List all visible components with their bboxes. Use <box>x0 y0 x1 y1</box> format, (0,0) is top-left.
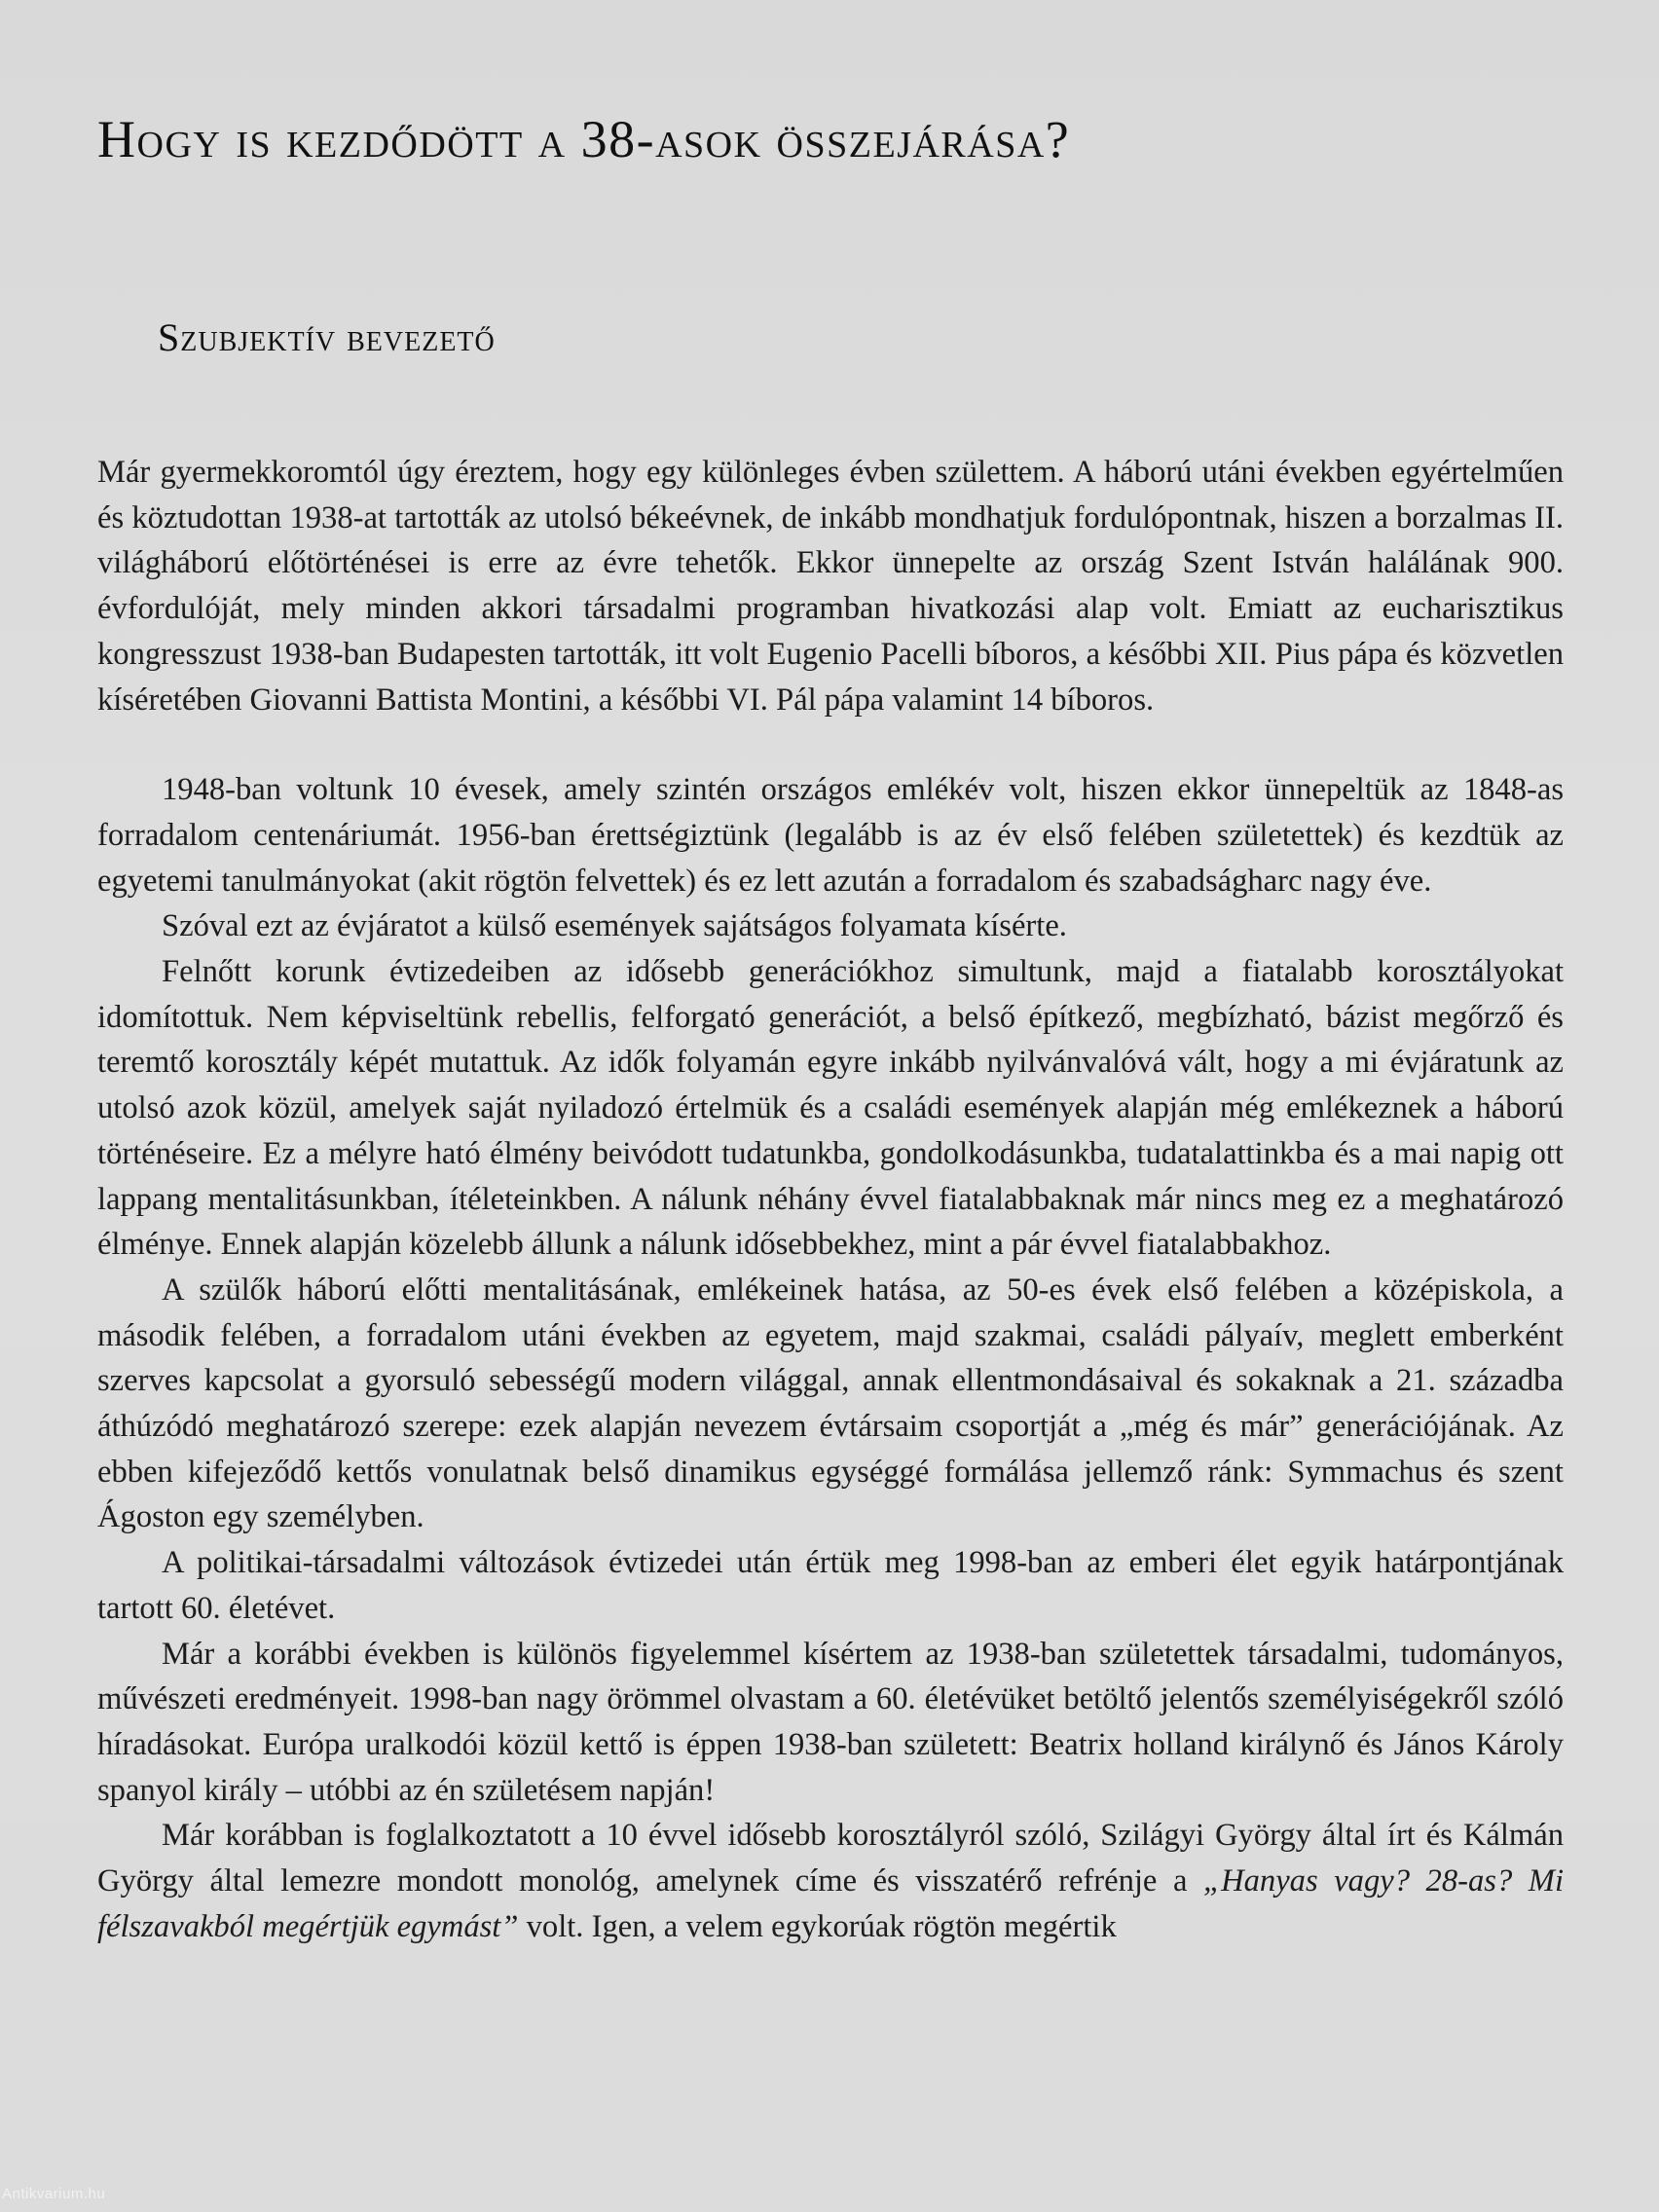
paragraph: A szülők háború előtti mentalitásának, emlékeinek hatása, az 50-es évek első felében a középiskola, a második felében, a forradalom utáni években az egyetem, majd szakmai, családi pályaív, meglett emberként szerves kapcsolat a gyorsuló sebességű modern világgal, annak ellentmondásaival és sokaknak a 21. századba áthúzódó meghatározó szerepe: ezek alapján nevezem évtársaim csoportját a „még és már” generációjának. Az ebben kifejeződő kettős vonulatnak belső dinamikus egységgé formálása jellemző ránk: Symmachus és szent Ágoston egy személyben. <box>97 1272 1564 1535</box>
body-text <box>97 450 1564 1950</box>
paragraph: Már gyermekkoromtól úgy éreztem, hogy egy különleges évben születtem. A háború utáni években egyértelműen és köztudottan 1938-at tartották az utolsó békeévnek, de inkább mondhatjuk fordulópontnak, hiszen a borzalmas II. világháború előtörténései is erre az évre tehetők. Ekkor ünnepelte az ország Szent István halálának 900. évfordulóját, mely minden akkori társadalmi programban hivatkozási alap volt. Emiatt az eucharisztikus kongresszust 1938-ban Budapesten tartották, itt volt Eugenio Pacelli bíboros, a későbbi XII. Pius pápa és közvetlen kíséretében Giovanni Battista Montini, a későbbi VI. Pál pápa valamint 14 bíboros. <box>97 455 1564 718</box>
paragraph-text: Már korábban is foglalkoztatott a 10 évvel idősebb korosztályról szóló, Szilágyi György által írt és Kálmán György által lemezre mondott monológ, amelynek címe és visszatérő refrénje a <box>97 1818 1564 1899</box>
section-title: Szubjektív bevezető <box>158 315 496 359</box>
italic-quote: „Hanyas vagy? 28-as? Mi félszavakból megértjük egymást” <box>97 1863 1564 1944</box>
paragraph: Felnőtt korunk évtizedeiben az idősebb generációkhoz simultunk, majd a fiatalabb korosztályokat idomítottuk. Nem képviseltünk rebellis, felforgató generációt, a belső építkező, megbízható, bázist megőrző és teremtő korosztály képét mutattuk. Az idők folyamán egyre inkább nyilvánvalóvá vált, hogy a mi évjáratunk az utolsó azok közül, amelyek saját nyiladozó értelmük és a családi események alapján még emlékeznek a háború történéseire. Ez a mélyre ható élmény beivódott tudatunkba, gondolkodásunkba, tudatalattinkba és a mai napig ott lappang mentalitásunkban, ítéleteinkben. A nálunk néhány évvel fiatalabbaknak már nincs meg ez a meghatározó élménye. Ennek alapján közelebb állunk a nálunk idősebbekhez, mint a pár évvel fiatalabbakhoz. <box>97 954 1564 1263</box>
watermark: Antikvarium.hu <box>2 2186 106 2202</box>
paragraph: Már a korábbi években is különös figyelemmel kísértem az 1938-ban születettek társadalmi, tudományos, művészeti eredményeit. 1998-ban nagy örömmel olvastam a 60. életévüket betöltő jelentős személyiségekről szóló híradásokat. Európa uralkodói közül kettő is éppen 1938-ban született: Beatrix holland királynő és János Károly spanyol király – utóbbi az én születésem napján! <box>97 1636 1564 1808</box>
paragraph-text: volt. Igen, a velem egykorúak rögtön megértik <box>518 1908 1117 1944</box>
chapter-title: Hogy is kezdődött a 38-asok összejárása? <box>97 110 1071 168</box>
paragraph: 1948-ban voltunk 10 évesek, amely szintén országos emlékév volt, hiszen ekkor ünnepeltük az 1848-as forradalom centenáriumát. 1956-ban érettségiztünk (legalább is az év első felében születettek) és kezdtük az egyetemi tanulmányokat (akit rögtön felvettek) és ez lett azután a forradalom és szabadságharc nagy éve. <box>97 772 1564 899</box>
paragraph-last <box>97 1813 1564 1949</box>
paragraph: A politikai-társadalmi változások évtizedei után értük meg 1998-ban az emberi élet egyik határpontjának tartott 60. életévet. <box>97 1545 1564 1626</box>
paragraph: Szóval ezt az évjáratot a külső események sajátságos folyamata kísérte. <box>162 908 1067 944</box>
